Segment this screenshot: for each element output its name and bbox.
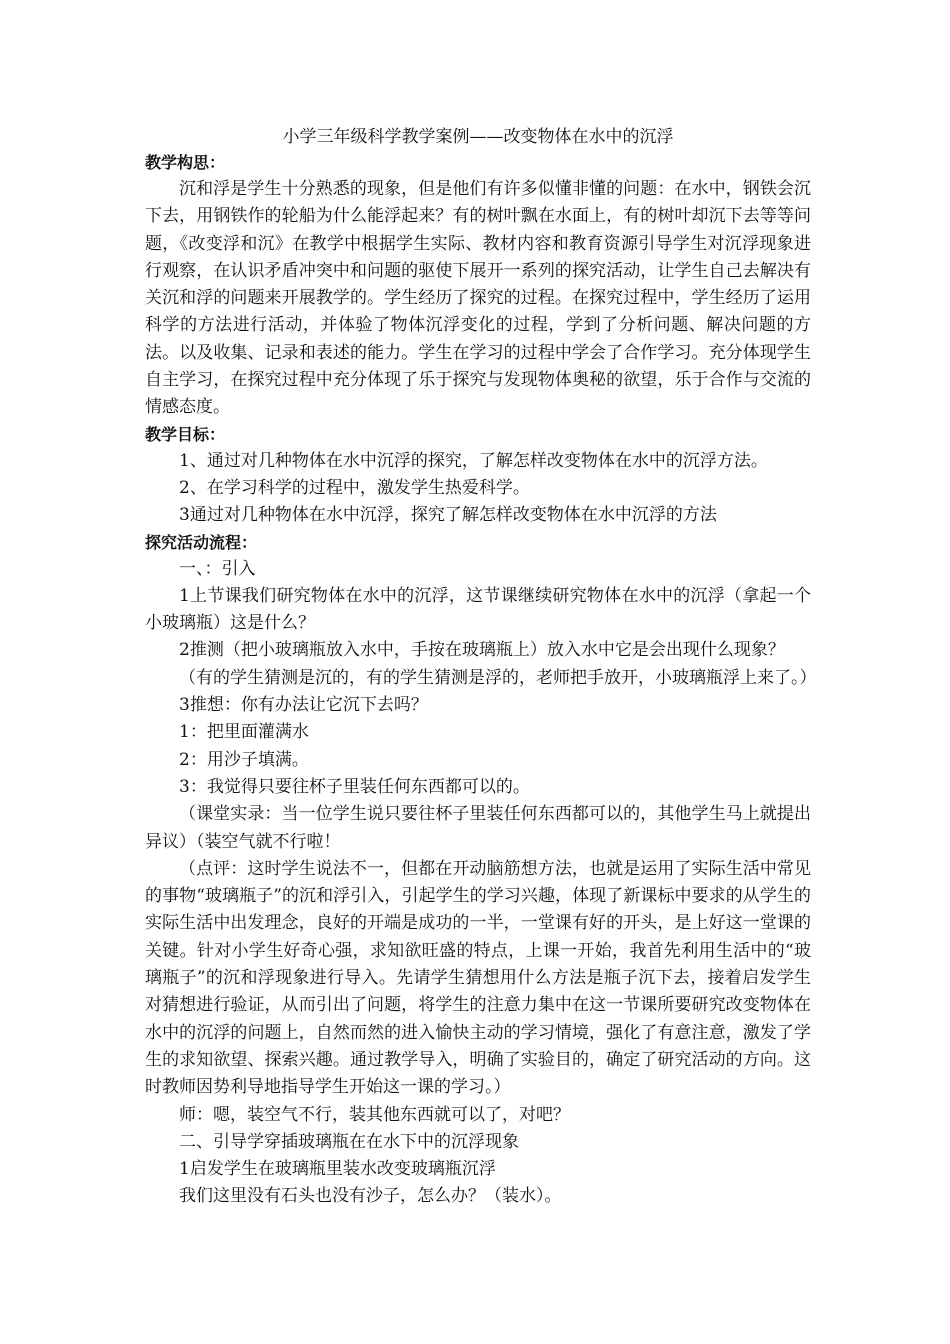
paragraph: 沉和浮是学生十分熟悉的现象，但是他们有许多似懂非懂的问题：在水中，钢铁会沉下去，用钢铁作的轮船为什么能浮起来？有的树叶飘在水面上，有的树叶却沉下去等等问题，《改变浮和沉》在教学中根据学生实际、教材内容和教育资源引导学生对沉浮现象进行观察，在认识矛盾冲突中和问题的驱使下展开一系列的探究活动，让学生自己去解决有关沉和浮的问题来开展教学的。学生经历了探究的过程。在探究过程中，学生经历了运用科学的方法进行活动，并体验了物体沉浮变化的过程，学到了分析问题、解决问题的方法。以及收集、记录和表述的能力。学生在学习的过程中学会了合作学习。充分体现学生自主学习，在探究过程中充分体现了乐于探究与发现物体奥秘的欲望，乐于合作与交流的情感态度。 bbox=[145, 179, 811, 418]
section-heading-activity-flow: 探究活动流程： bbox=[145, 532, 258, 552]
paragraph: 师：嗯，装空气不行，装其他东西就可以了，对吧？ bbox=[179, 1104, 570, 1125]
paragraph: 二、引导学穿插玻璃瓶在在水下中的沉浮现象 bbox=[179, 1131, 519, 1152]
paragraph: 3推想：你有办法让它沉下去吗？ bbox=[179, 695, 428, 716]
document-page bbox=[145, 124, 817, 1211]
paragraph: 1、通过对几种物体在水中沉浮的探究，了解怎样改变物体在水中的沉浮方法。 bbox=[179, 450, 768, 471]
paragraph: 2：用沙子填满。 bbox=[179, 749, 309, 770]
paragraph: 一、：引入 bbox=[179, 558, 256, 579]
paragraph: 1上节课我们研究物体在水中的沉浮，这节课继续研究物体在水中的沉浮（拿起一个小玻璃瓶）这是什么？ bbox=[145, 585, 811, 634]
paragraph: （点评：这时学生说法不一，但都在开动脑筋想方法，也就是运用了实际生活中常见的事物“玻璃瓶子”的沉和浮引入，引起学生的学习兴趣，体现了新课标中要求的从学生的实际生活中出发理念，良好的开端是成功的一半，一堂课有好的开头，是上好这一堂课的关键。针对小学生好奇心强，求知欲旺盛的特点，上课一开始，我首先利用生活中的“玻璃瓶子”的沉和浮现象进行导入。先请学生猜想用什么方法是瓶子沉下去，接着启发学生对猜想进行验证，从而引出了问题，将学生的注意力集中在这一节课所要研究改变物体在水中的沉浮的问题上，自然而然的进入愉快主动的学习情境，强化了有意注意，激发了学生的求知欲望、探索兴趣。通过教学导入，明确了实验目的，确定了研究活动的方向。这时教师因势利导地指导学生开始这一课的学习。） bbox=[145, 858, 811, 1098]
document-title: 小学三年级科学教学案例——改变物体在水中的沉浮 bbox=[282, 127, 674, 147]
paragraph: 3：我觉得只要往杯子里装任何东西都可以的。 bbox=[179, 776, 530, 797]
paragraph: 1：把里面灌满水 bbox=[179, 722, 309, 743]
paragraph: （有的学生猜测是沉的，有的学生猜测是浮的，老师把手放开，小玻璃瓶浮上来了。） bbox=[179, 667, 817, 688]
paragraph: 3通过对几种物体在水中沉浮，探究了解怎样改变物体在水中沉浮的方法 bbox=[179, 505, 717, 526]
section-heading-teaching-goals: 教学目标： bbox=[145, 424, 226, 444]
paragraph: 1启发学生在玻璃瓶里装水改变玻璃瓶沉浮 bbox=[179, 1159, 496, 1180]
section-heading-teaching-concept: 教学构思： bbox=[145, 153, 226, 172]
paragraph: 我们这里没有石头也没有沙子，怎么办？（装水）。 bbox=[179, 1186, 562, 1207]
paragraph: （课堂实录：当一位学生说只要往杯子里装任何东西都可以的，其他学生马上就提出异议）（装空气就不行啦！ bbox=[145, 804, 811, 852]
paragraph: 2、在学习科学的过程中，激发学生热爱科学。 bbox=[179, 477, 530, 498]
paragraph: 2推测（把小玻璃瓶放入水中，手按在玻璃瓶上）放入水中它是会出现什么现象？ bbox=[179, 640, 785, 661]
